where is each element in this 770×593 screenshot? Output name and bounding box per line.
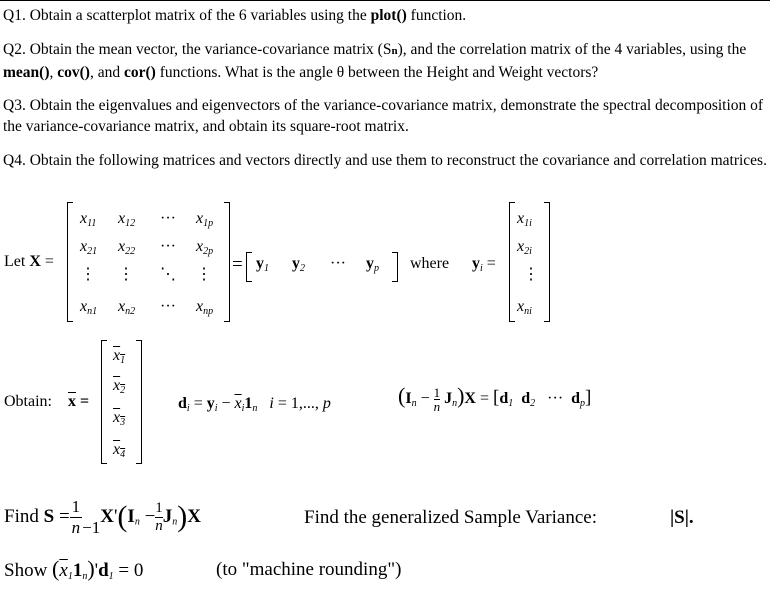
yi-vdots: ⋮ xyxy=(523,266,539,283)
q1-label: Q1. xyxy=(3,7,26,24)
q2-text-a: Obtain the mean vector, the variance-covariance matrix (S xyxy=(25,41,392,58)
di-equation: $d_i = y_i - \overline{x}_i1_n$ i = 1,..., p xyxy=(178,395,331,414)
obtain-label: Obtain: xyxy=(4,393,52,410)
x-matrix-right-bracket xyxy=(224,202,230,322)
yi-xni: $x_{ni}$ xyxy=(517,298,532,317)
xbar-x3: $x_3$ xyxy=(113,409,126,428)
question-2 xyxy=(3,39,768,83)
xbar-x2: $x_2$ xyxy=(113,377,126,396)
top-rule xyxy=(0,0,770,1)
q2-func-cor: cor() xyxy=(123,64,156,81)
x-matrix-left-bracket xyxy=(67,202,73,322)
x-matrix-cell: $x_{22}$ xyxy=(118,238,136,257)
x-matrix-cell: ⋮ xyxy=(196,266,212,283)
q2-sep2: , and xyxy=(89,64,124,81)
q4-label: Q4. xyxy=(3,152,26,169)
x-matrix-cell: $x_{np}$ xyxy=(196,298,214,317)
q2-text-c: functions. What is the angle θ between the Height and Weight vectors? xyxy=(155,64,599,81)
x-symbol: X xyxy=(29,253,41,270)
x-matrix-cell: $x_{21}$ xyxy=(80,238,98,257)
yi-right-bracket xyxy=(544,202,550,322)
xbar-right-bracket xyxy=(136,340,142,464)
det-s: |S|. xyxy=(670,507,694,528)
q2-sep1: , xyxy=(49,64,58,81)
xbar-x4: $x_4$ xyxy=(113,441,126,460)
yi-x2i: $x_{2i}$ xyxy=(517,238,532,257)
col-yp: $y_p$ xyxy=(366,255,379,274)
yi-x1i: $x_{1i}$ xyxy=(517,210,532,229)
where-text: where xyxy=(410,255,450,272)
q2-sub: n xyxy=(391,45,398,57)
x-matrix-cell: $x_{2p}$ xyxy=(196,238,214,257)
x-matrix-cell: $x_{12}$ xyxy=(118,210,136,229)
x-matrix-cell: $x_{n1}$ xyxy=(80,298,98,317)
q2-text-b: ), and the correlation matrix of the 4 variables, using the xyxy=(397,41,747,58)
q2-func-cov: cov() xyxy=(57,64,90,81)
col-y2: $y_2$ xyxy=(292,255,305,274)
cols-left-bracket xyxy=(246,252,252,282)
q4-text: Obtain the following matrices and vectors directly and use them to reconstruct the covariance and correlation matrices. xyxy=(25,152,767,169)
q3-label: Q3. xyxy=(3,97,26,114)
yi-left-bracket xyxy=(509,202,515,322)
let-eq: = xyxy=(40,253,54,270)
eq-cols: = xyxy=(232,254,243,275)
show-label: Show xyxy=(4,560,48,581)
x-matrix-cell: ··· xyxy=(160,238,176,255)
x-matrix-cell: $x_{1p}$ xyxy=(196,210,214,229)
q1-text-a: Obtain a scatterplot matrix of the 6 variables using the xyxy=(25,7,371,24)
xbar-left-bracket xyxy=(101,340,107,464)
yi-label: $y_i$ = xyxy=(472,255,496,274)
show-formula: Show $(\overline{x}_11_n)'d_1 = 0$ xyxy=(4,556,144,582)
x-matrix-cell: ⋮ xyxy=(118,266,134,283)
question-4 xyxy=(3,150,768,171)
col-y1: $y_1$ xyxy=(256,255,269,274)
generalized-variance-text: Find the generalized Sample Variance: xyxy=(304,507,597,528)
x-matrix-cell: $x_{11}$ xyxy=(80,210,97,229)
find-label: Find xyxy=(4,506,39,527)
let-text: Let xyxy=(4,253,30,270)
centering-equation: ($I_n$ − $\frac{1}{n}$ $J_n)X = [d_1$ $d_2$ ··· $d_p$] xyxy=(398,383,592,414)
q2-func-mean: mean() xyxy=(3,64,50,81)
find-formula: Find S = $\frac{1}{n}$ $-1X'(I_n$ − $\frac{1}{n}$ $J_n)X$ xyxy=(4,496,202,537)
question-1 xyxy=(3,5,466,26)
cols-right-bracket xyxy=(392,252,398,282)
q1-text-b: function. xyxy=(406,7,467,24)
col-dots: ··· xyxy=(330,255,346,272)
x-matrix-cell: ⋮ xyxy=(80,266,96,283)
show-note: (to "machine rounding") xyxy=(216,559,402,580)
xbar-label: $\overline{x}$ = xyxy=(68,393,90,410)
x-matrix-cell: ··· xyxy=(160,210,176,227)
q2-label: Q2. xyxy=(3,41,26,58)
q3-text: Obtain the eigenvalues and eigenvectors of the variance-covariance matrix, demonstrate the spectral decomposition of the variance-covariance matrix, and obtain its square-root matrix. xyxy=(3,97,764,135)
let-x-label xyxy=(4,253,54,271)
q1-function: plot() xyxy=(370,7,407,24)
question-3 xyxy=(3,95,768,137)
x-matrix-cell: $x_{n2}$ xyxy=(118,298,136,317)
x-matrix-cell: ··· xyxy=(160,298,176,315)
x-matrix-cell: ⋱ xyxy=(160,266,176,283)
xbar-x1: $x_1$ xyxy=(113,347,126,366)
